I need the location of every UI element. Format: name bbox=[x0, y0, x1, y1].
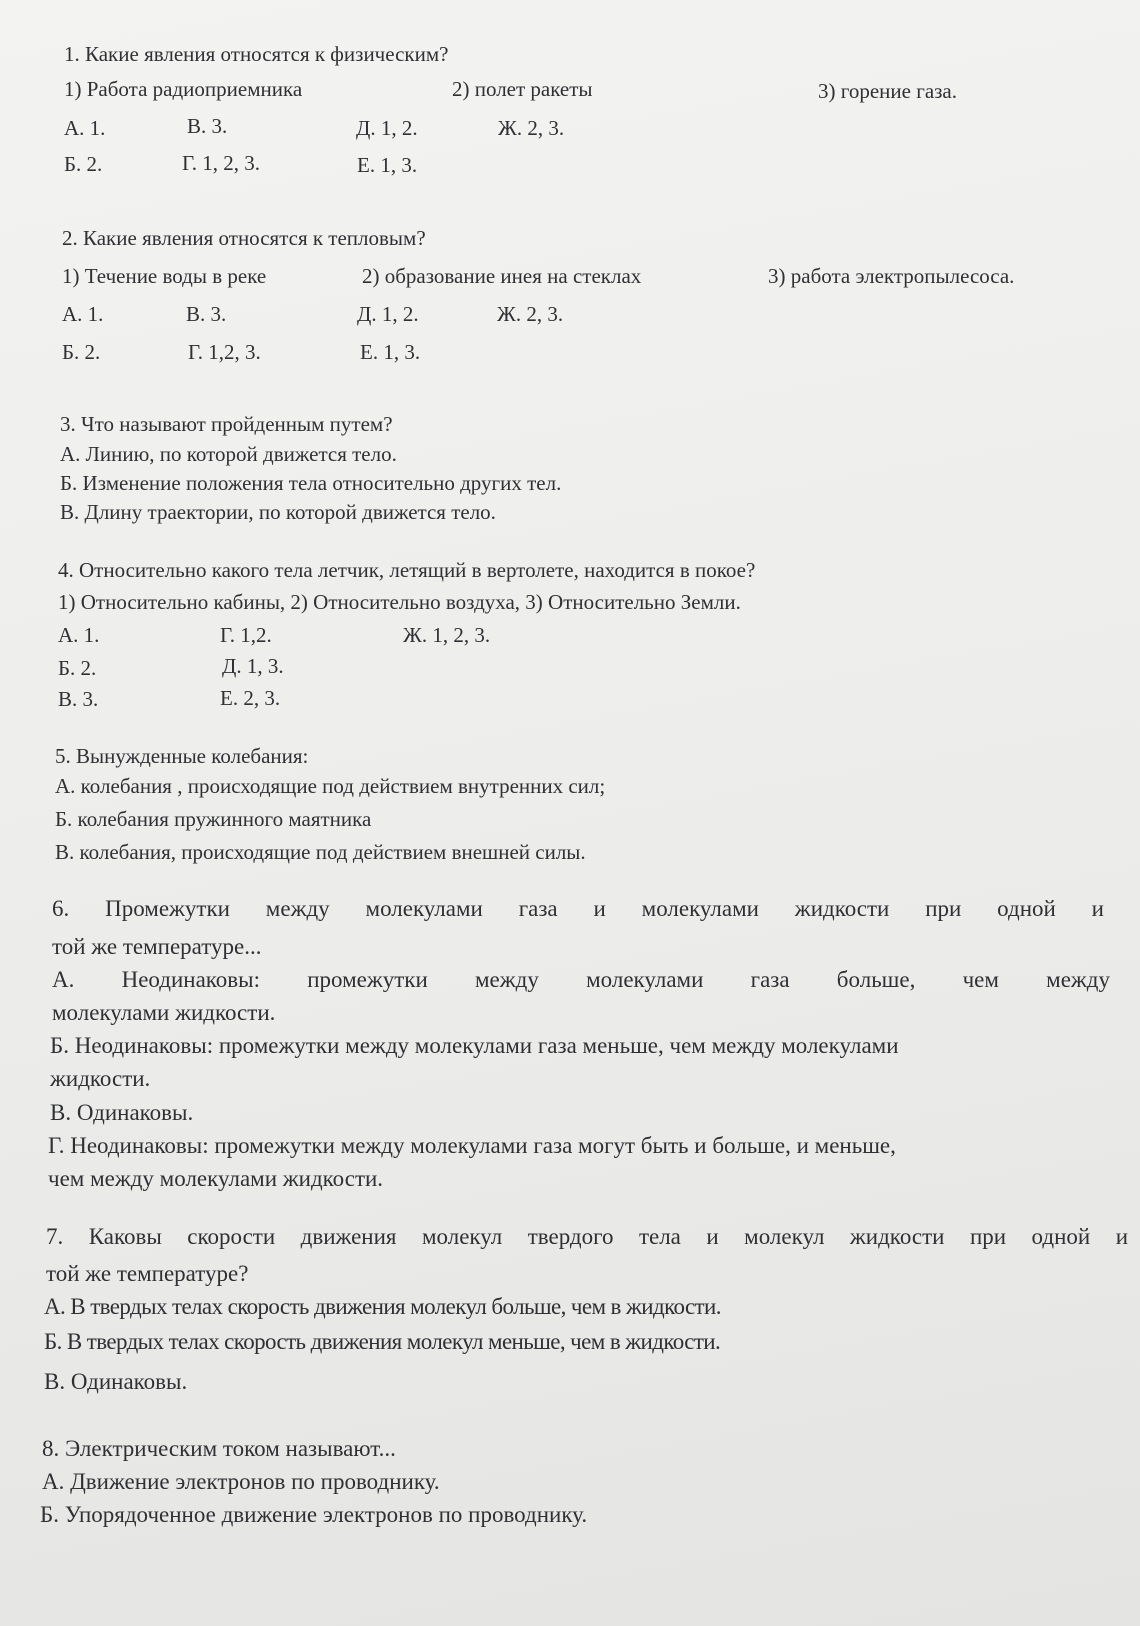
q6-option-a-line-1: А. Неодинаковы: промежутки между молекулами газа больше, чем между bbox=[52, 967, 1110, 992]
q4-answer-zh: Ж. 1, 2, 3. bbox=[403, 623, 491, 647]
q1-answer-b: Б. 2. bbox=[64, 152, 103, 176]
q3-title: 3. Что называют пройденным путем? bbox=[60, 412, 393, 436]
q7-option-b: Б. В твердых телах скорость движения молекул меньше, чем в жидкости. bbox=[44, 1329, 721, 1354]
q8-option-b: Б. Упорядоченное движение электронов по проводнику. bbox=[40, 1502, 588, 1527]
q2-answer-b: Б. 2. bbox=[62, 340, 101, 364]
q6-option-b-line-1: Б. Неодинаковы: промежутки между молекулами газа меньше, чем между молекулами bbox=[50, 1033, 899, 1058]
q8-option-a: А. Движение электронов по проводнику. bbox=[42, 1469, 440, 1494]
q3-option-a: А. Линию, по которой движется тело. bbox=[60, 442, 397, 466]
q4-answer-g: Г. 1,2. bbox=[220, 623, 272, 647]
q1-answer-a: А. 1. bbox=[64, 116, 106, 140]
q5-option-v: В. колебания, происходящие под действием внешней силы. bbox=[55, 840, 586, 864]
q2-answer-d: Д. 1, 2. bbox=[357, 302, 419, 326]
q2-item-2: 2) образование инея на стеклах bbox=[362, 264, 642, 288]
q4-answer-b: Б. 2. bbox=[58, 656, 97, 680]
q1-answer-v: В. 3. bbox=[187, 114, 228, 138]
q6-option-v: В. Одинаковы. bbox=[50, 1100, 194, 1125]
q3-option-b: Б. Изменение положения тела относительно других тел. bbox=[60, 471, 562, 495]
q1-item-2: 2) полет ракеты bbox=[452, 77, 593, 101]
q6-option-b-line-2: жидкости. bbox=[50, 1066, 151, 1091]
q2-item-3: 3) работа электропылесоса. bbox=[768, 264, 1015, 288]
q4-answer-a: А. 1. bbox=[58, 623, 100, 647]
q6-option-g-line-1: Г. Неодинаковы: промежутки между молекулами газа могут быть и больше, и меньше, bbox=[48, 1133, 896, 1158]
q4-answer-v: В. 3. bbox=[58, 687, 99, 711]
q6-option-a-line-2: молекулами жидкости. bbox=[52, 1000, 276, 1025]
q2-answer-zh: Ж. 2, 3. bbox=[497, 302, 564, 326]
q1-answer-d: Д. 1, 2. bbox=[356, 116, 418, 140]
q6-title-line-1: 6. Промежутки между молекулами газа и молекулами жидкости при одной и bbox=[52, 896, 1104, 921]
q4-answer-d: Д. 1, 3. bbox=[222, 654, 284, 678]
q7-title-line-2: той же температуре? bbox=[46, 1261, 249, 1286]
q7-title-line-1: 7. Каковы скорости движения молекул твердого тела и молекул жидкости при одной и bbox=[46, 1224, 1128, 1249]
q5-option-a: А. колебания , происходящие под действием внутренних сил; bbox=[55, 774, 606, 798]
q7-option-v: В. Одинаковы. bbox=[44, 1369, 188, 1394]
q3-option-v: В. Длину траектории, по которой движется тело. bbox=[60, 500, 496, 524]
q1-answer-g: Г. 1, 2, 3. bbox=[182, 151, 261, 175]
q8-title: 8. Электрическим током называют... bbox=[42, 1436, 396, 1461]
q2-answer-v: В. 3. bbox=[186, 302, 227, 326]
q1-answer-e: Е. 1, 3. bbox=[357, 153, 418, 177]
q1-answer-zh: Ж. 2, 3. bbox=[498, 116, 565, 140]
q2-item-1: 1) Течение воды в реке bbox=[62, 264, 267, 288]
q6-option-g-line-2: чем между молекулами жидкости. bbox=[48, 1166, 384, 1191]
q1-item-3: 3) горение газа. bbox=[818, 79, 958, 103]
q2-answer-a: А. 1. bbox=[62, 302, 104, 326]
q6-title-line-2: той же температуре... bbox=[52, 934, 262, 959]
q2-answer-e: Е. 1, 3. bbox=[360, 340, 421, 364]
q5-option-b: Б. колебания пружинного маятника bbox=[55, 807, 372, 831]
q2-title: 2. Какие явления относятся к тепловым? bbox=[62, 226, 426, 250]
q4-items: 1) Относительно кабины, 2) Относительно воздуха, 3) Относительно Земли. bbox=[58, 590, 741, 614]
q2-answer-g: Г. 1,2, 3. bbox=[188, 340, 261, 364]
q1-title: 1. Какие явления относятся к физическим? bbox=[64, 42, 449, 66]
q1-item-1: 1) Работа радиоприемника bbox=[64, 77, 303, 101]
q7-option-a: А. В твердых телах скорость движения молекул больше, чем в жидкости. bbox=[44, 1294, 721, 1319]
q4-title: 4. Относительно какого тела летчик, летящий в вертолете, находится в покое? bbox=[58, 558, 756, 582]
q5-title: 5. Вынужденные колебания: bbox=[55, 744, 309, 768]
q4-answer-e: Е. 2, 3. bbox=[220, 686, 281, 710]
